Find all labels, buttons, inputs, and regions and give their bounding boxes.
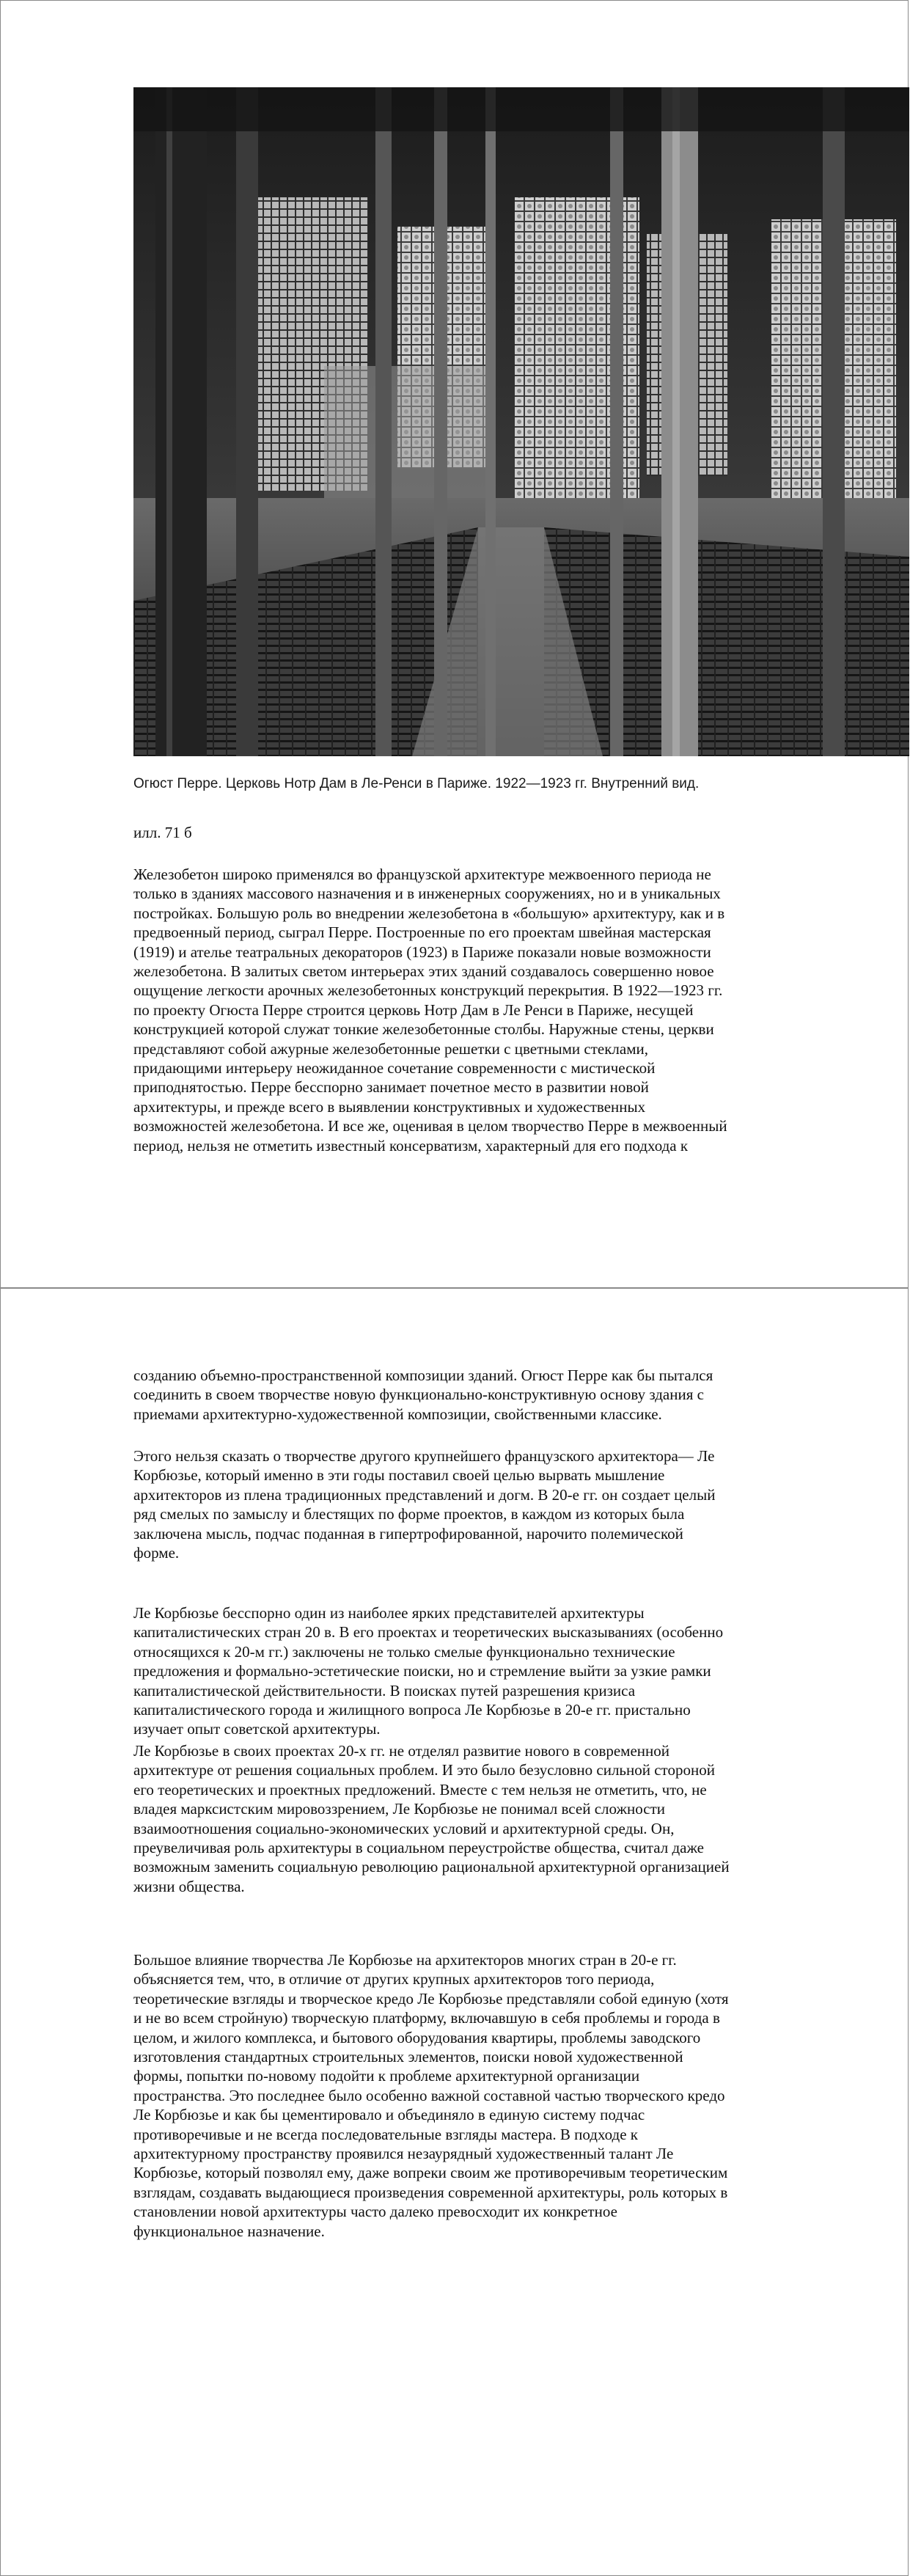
paragraph-concrete-perret <box>133 865 859 1155</box>
paragraph-line: по проекту Огюста Перре строится церковь Нотр Дам в Ле Ренси в Париже, несущей <box>133 1000 694 1019</box>
paragraph-le-corbusier-influence-line: взглядам, создавать выдающиеся произведения современной архитектуры, роль которых в <box>133 2183 728 2201</box>
paragraph-le-corbusier-influence-line: изготовления стандартных строительных элементов, поиски новой художественной <box>133 2048 683 2066</box>
paragraph-le-corbusier-representative-line: изучает опыт советской архитектуры. <box>133 1720 381 1738</box>
figure-label: илл. 71 б <box>133 824 192 841</box>
paragraph-le-corbusier-influence-line: объясняется тем, что, в отличие от других крупных архитекторов того периода, <box>133 1970 655 1988</box>
paragraph-le-corbusier-social <box>133 1741 859 1896</box>
paragraph-le-corbusier-intro-line: архитекторов из плена традиционных представлений и догм. В 20-е гг. он создает целый <box>133 1485 716 1504</box>
paragraph-le-corbusier-representative-line: предложения и формально-эстетические поиски, но и стремление выйти за узкие рамки <box>133 1662 711 1680</box>
paragraph-le-corbusier-influence-line: целом, и жилого комплекса, и бытового оборудования квартиры, проблемы заводского <box>133 2028 701 2046</box>
paragraph-line: конструкцией которой служат тонкие железобетонные столбы. Наружные стены, церкви <box>133 1020 714 1039</box>
paragraph-le-corbusier-influence-line: формы, попытки по-новому подойти к проблеме архитектурной организации <box>133 2067 640 2085</box>
paragraph-le-corbusier-intro-line: Этого нельзя сказать о творчестве другого крупнейшего французского архитектора— Ле <box>133 1447 715 1465</box>
paragraph-le-corbusier-influence-line: становлении новой архитектуры часто далеко превосходит их конкретное <box>133 2203 617 2221</box>
paragraph-le-corbusier-influence-line: пространства. Это последнее было особенно важной составной частью творческого кредо <box>133 2086 725 2104</box>
paragraph-le-corbusier-representative-line: капиталистического города и жилищного вопроса Ле Корбюзье в 20-е гг. пристально <box>133 1701 691 1719</box>
paragraph-le-corbusier-representative-line: капиталистической действительности. В поисках путей разрешения кризиса <box>133 1681 636 1699</box>
paragraph-le-corbusier-representative-line: капиталистических стран 20 в. В его проектах и теоретических высказываниях (особенно <box>133 1623 724 1642</box>
paragraph-line: представляют собой ажурные железобетонные решетки с цветными стеклами, <box>133 1039 648 1058</box>
paragraph-le-corbusier-representative-line: Ле Корбюзье бесспорно один из наиболее ярких представителей архитектуры <box>133 1604 645 1622</box>
paragraph-le-corbusier-intro <box>133 1446 859 1562</box>
paragraph-le-corbusier-influence-line: Ле Корбюзье и как бы цементировало и объединяло в единую систему подчас <box>133 2106 645 2124</box>
paragraph-line: предвоенный период, сыграл Перре. Построенные по его проектам швейная мастерская <box>133 923 711 942</box>
paragraph-line: (1919) и ателье театральных декораторов (1923) в Париже показали новые возможности <box>133 943 711 961</box>
document-page-2 <box>0 1288 909 2576</box>
paragraph-le-corbusier-social-line: его теоретических и проектных предложений. Вместе с тем нельзя не отметить, что, не <box>133 1780 707 1799</box>
paragraph-line: ощущение легкости арочных железобетонных конструкций перекрытия. В 1922—1923 гг. <box>133 981 723 1000</box>
paragraph-le-corbusier-representative <box>133 1603 859 1739</box>
paragraph-le-corbusier-social-line: преувеличивая роль архитектуры в социальном переустройстве общества, считал даже <box>133 1839 705 1857</box>
paragraph-le-corbusier-influence-line: противоречивые и не всегда последовательные взгляды мастера. В подходе к <box>133 2125 639 2143</box>
paragraph-line: возможностей железобетона. И все же, оценивая в целом творчество Перре в межвоенный <box>133 1117 727 1135</box>
paragraph-le-corbusier-representative-line: относящихся к 20-м гг.) заключены не только смелые функционально технические <box>133 1642 675 1661</box>
document-page-1 <box>0 0 909 1288</box>
paragraph-perret-composition-line: соединить в своем творчестве новую функционально-конструктивную основу здания с <box>133 1386 704 1404</box>
paragraph-le-corbusier-influence-line: функциональное назначение. <box>133 2222 325 2240</box>
figure-caption: Огюст Перре. Церковь Нотр Дам в Ле-Ренси в Париже. 1922—1923 гг. Внутренний вид. <box>133 776 700 791</box>
paragraph-perret-composition-line: приемами архитектурно-художественной композиции, свойственными классике. <box>133 1405 662 1423</box>
paragraph-le-corbusier-social-line: Ле Корбюзье в своих проектах 20-х гг. не отделял развитие нового в современной <box>133 1742 670 1760</box>
paragraph-perret-composition-line: созданию объемно-пространственной композиции зданий. Огюст Перре как бы пытался <box>133 1366 713 1384</box>
paragraph-le-corbusier-influence-line: теоретические взгляды и творческое кредо Ле Корбюзье представляли собой единую (хотя <box>133 1989 729 2008</box>
paragraph-line: постройках. Большую роль во внедрении железобетона в «большую» архитектуру, как и в <box>133 904 725 922</box>
paragraph-le-corbusier-social-line: архитектуре от решения социальных проблем. И это было безусловно сильной стороной <box>133 1761 715 1779</box>
paragraph-line: архитектуры, и прежде всего в выявлении конструктивных и художественных <box>133 1097 646 1116</box>
paragraph-line: только в зданиях массового назначения и в инженерных сооружениях, но и в уникальных <box>133 885 721 903</box>
photo-illustration-icon <box>133 87 909 756</box>
paragraph-line: приподнятостью. Перре бесспорно занимает почетное место в развитии новой <box>133 1078 649 1097</box>
paragraph-le-corbusier-social-line: владея марксистским мировоззрением, Ле Корбюзье не понимал всей сложности <box>133 1800 665 1818</box>
paragraph-le-corbusier-social-line: взаимоотношения социально-экономических условий и архитектурной среды. Он, <box>133 1819 675 1837</box>
paragraph-line: придающими интерьеру неожиданное сочетание современности с мистической <box>133 1059 656 1077</box>
paragraph-le-corbusier-social-line: возможным заменить социальную революцию рациональной архитектурной организацией <box>133 1858 730 1876</box>
paragraph-le-corbusier-intro-line: Корбюзье, который именно в эти годы поставил своей целью вырвать мышление <box>133 1466 665 1485</box>
paragraph-le-corbusier-social-line: жизни общества. <box>133 1877 245 1895</box>
paragraph-le-corbusier-influence-line: и не во всем стройную) творческую платформу, включавшую в себя проблемы и города в <box>133 2009 720 2027</box>
paragraph-le-corbusier-influence-line: Корбюзье, который позволял ему, даже вопреки своим же противоречивым теоретическим <box>133 2164 728 2182</box>
paragraph-line: железобетона. В залитых светом интерьерах этих зданий создавалось совершенно новое <box>133 962 714 981</box>
paragraph-perret-composition <box>133 1366 859 1424</box>
paragraph-le-corbusier-influence <box>133 1950 859 2241</box>
paragraph-le-corbusier-intro-line: ряд смелых по замыслу и блестящих по форме проектов, в каждом из которых была <box>133 1505 685 1523</box>
paragraph-le-corbusier-influence-line: архитектурному пространству проявился незаурядный художественный талант Ле <box>133 2145 674 2163</box>
paragraph-line: период, нельзя не отметить известный консерватизм, характерный для его подхода к <box>133 1136 689 1155</box>
paragraph-le-corbusier-intro-line: заключена мысль, подчас поданная в гипертрофированной, нарочито полемической <box>133 1524 683 1543</box>
paragraph-line: Железобетон широко применялся во французской архитектуре межвоенного периода не <box>133 866 711 883</box>
church-interior-photo <box>133 87 909 756</box>
paragraph-le-corbusier-influence-line: Большое влияние творчества Ле Корбюзье на архитекторов многих стран в 20-е гг. <box>133 1951 677 1969</box>
paragraph-le-corbusier-intro-line: форме. <box>133 1544 180 1562</box>
